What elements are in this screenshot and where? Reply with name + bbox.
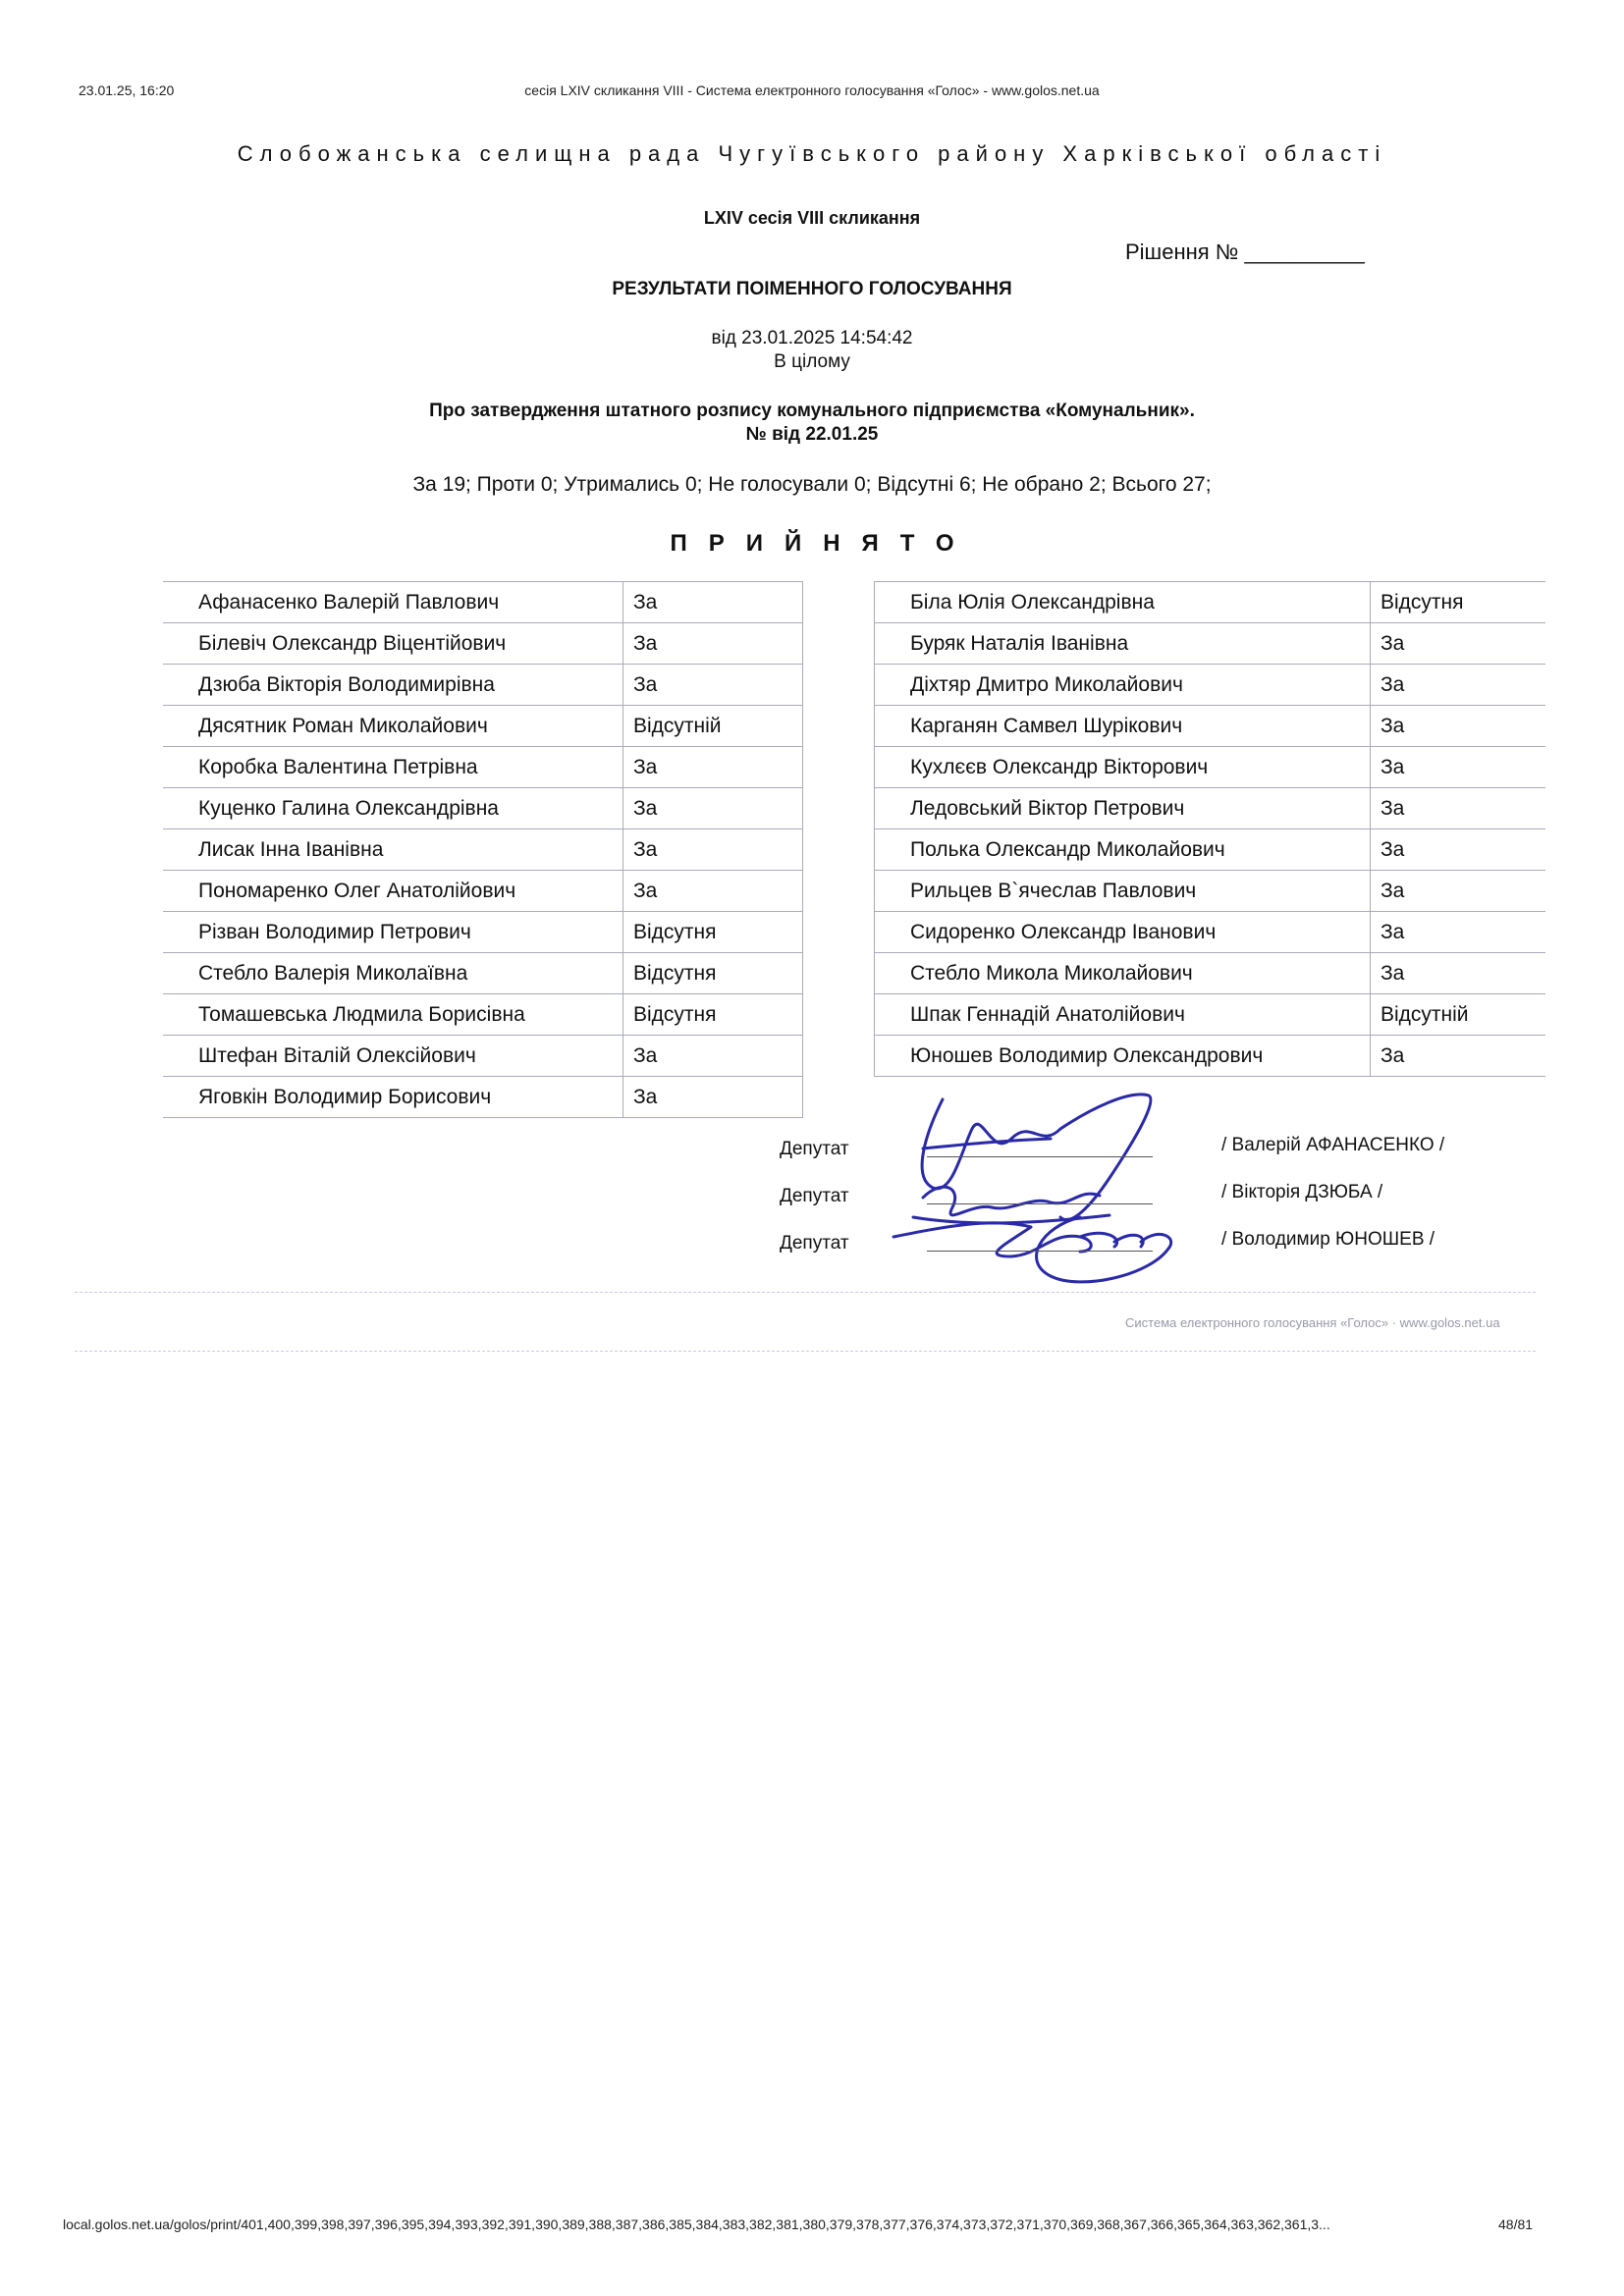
table-row [875,623,1546,665]
table-row [163,1036,803,1077]
signature-line [927,1156,1153,1157]
deputy-vote: Відсутня [623,912,803,953]
deputy-name: Біла Юлія Олександрівна [875,582,1371,623]
page-number: 48/81 [1498,2216,1534,2232]
session-title: LXIV сесія VIII скликання [703,208,921,228]
deputy-name: Сидоренко Олександр Іванович [875,912,1371,953]
print-url: local.golos.net.ua/golos/print/401,400,399,398,397,396,395,394,393,392,391,390,389,388,387,386,385,384,383,382,381,380,379,378,377,376,374,373,372,371,370,369,368,367,366,365,364,363,362,361,3... [63,2216,1330,2232]
deputy-name: Шпак Геннадій Анатолійович [875,994,1371,1036]
signatory-name: / Валерій АФАНАСЕНКО / [1221,1135,1445,1155]
signature-line [927,1203,1153,1204]
signatory-role: Депутат [780,1186,849,1206]
deputy-name: Штефан Віталій Олексійович [163,1036,623,1077]
deputy-vote: За [1371,912,1546,953]
table-row [163,912,803,953]
subject-title: Про затвердження штатного розпису комунального підприємства «Комунальник». [429,400,1195,421]
deputy-vote: Відсутня [623,994,803,1036]
deputy-name: Стебло Валерія Миколаївна [163,953,623,994]
table-row [875,994,1546,1036]
table-row [163,871,803,912]
deputy-name: Стебло Микола Миколайович [875,953,1371,994]
deputy-vote: За [623,665,803,706]
deputy-vote: За [1371,706,1546,747]
deputy-name: Білевіч Олександр Віцентійович [163,623,623,665]
deputy-vote: За [623,788,803,829]
deputy-vote: За [1371,747,1546,788]
deputy-vote: За [623,829,803,871]
deputy-name: Томашевська Людмила Борисівна [163,994,623,1036]
deputy-name: Афанасенко Валерій Павлович [163,582,623,623]
table-row [875,912,1546,953]
deputy-vote: За [1371,953,1546,994]
signature-line [927,1251,1153,1252]
browser-title: сесія LXIV скликання VIII - Система електронного голосування «Голос» - www.golos.net.ua [524,82,1100,98]
table-row [875,829,1546,871]
signatory-role: Депутат [780,1139,849,1159]
signature-yunoshev [893,1217,1171,1282]
deputy-vote: За [623,582,803,623]
deputy-vote: За [1371,871,1546,912]
deputy-vote: За [1371,788,1546,829]
signatory-name: / Володимир ЮНОШЕВ / [1221,1229,1435,1250]
deputy-vote: За [1371,1036,1546,1077]
table-row [875,788,1546,829]
deputy-vote: За [623,747,803,788]
deputy-name: Коробка Валентина Петрівна [163,747,623,788]
handwritten-signatures [884,1080,1237,1306]
table-row [875,665,1546,706]
table-row [875,1036,1546,1077]
table-row [163,953,803,994]
deputy-vote: За [1371,665,1546,706]
council-name: Слобожанська селищна рада Чугуївського району Харківської області [237,141,1387,166]
table-row [163,829,803,871]
deputy-name: Дясятник Роман Миколайович [163,706,623,747]
table-row [163,582,803,623]
deputy-name: Різван Володимир Петрович [163,912,623,953]
vote-outcome: ПРИЙНЯТО [670,530,976,557]
signatory-name: / Вікторія ДЗЮБА / [1221,1182,1383,1202]
table-row [875,953,1546,994]
deputy-vote: За [623,871,803,912]
deputy-name: Лисак Інна Іванівна [163,829,623,871]
table-row [163,788,803,829]
decision-number: Рішення № __________ [1125,240,1365,264]
vote-tally: За 19; Проти 0; Утримались 0; Не голосували 0; Відсутні 6; Не обрано 2; Всього 27; [412,473,1212,496]
deputy-vote: За [623,623,803,665]
deputy-name: Куценко Галина Олександрівна [163,788,623,829]
divider [75,1351,1536,1352]
deputy-name: Юношев Володимир Олександрович [875,1036,1371,1077]
divider [75,1292,1536,1293]
table-row [163,747,803,788]
subject-number: № від 22.01.25 [745,424,879,445]
table-row [875,706,1546,747]
table-row [163,1077,803,1118]
deputy-name: Діхтяр Дмитро Миколайович [875,665,1371,706]
print-datetime: 23.01.25, 16:20 [79,82,175,98]
table-row [163,994,803,1036]
deputy-vote: За [1371,829,1546,871]
table-row [875,582,1546,623]
table-row [875,871,1546,912]
deputy-name: Рильцев В`ячеслав Павлович [875,871,1371,912]
vote-date: від 23.01.2025 14:54:42 [711,328,913,348]
signatory-role: Депутат [780,1233,849,1254]
table-row [875,747,1546,788]
deputy-vote: За [623,1077,803,1118]
deputy-name: Дзюба Вікторія Володимирівна [163,665,623,706]
deputy-vote: За [623,1036,803,1077]
system-footer: Система електронного голосування «Голос» · www.golos.net.ua [1125,1315,1500,1330]
results-title: РЕЗУЛЬТАТИ ПОІМЕННОГО ГОЛОСУВАННЯ [612,279,1012,299]
votes-table-left [163,581,803,1118]
table-row [163,623,803,665]
deputy-name: Буряк Наталія Іванівна [875,623,1371,665]
deputy-vote: За [1371,623,1546,665]
deputy-vote: Відсутня [1371,582,1546,623]
deputy-name: Полька Олександр Миколайович [875,829,1371,871]
table-row [163,665,803,706]
table-row [163,706,803,747]
deputy-name: Ледовський Віктор Петрович [875,788,1371,829]
deputy-vote: Відсутній [1371,994,1546,1036]
deputy-name: Карганян Самвел Шурікович [875,706,1371,747]
deputy-vote: Відсутня [623,953,803,994]
vote-scope: В цілому [774,351,850,372]
deputy-name: Кухлєєв Олександр Вікторович [875,747,1371,788]
deputy-name: Пономаренко Олег Анатолійович [163,871,623,912]
deputy-name: Яговкін Володимир Борисович [163,1077,623,1118]
deputy-vote: Відсутній [623,706,803,747]
votes-table-right [874,581,1545,1077]
